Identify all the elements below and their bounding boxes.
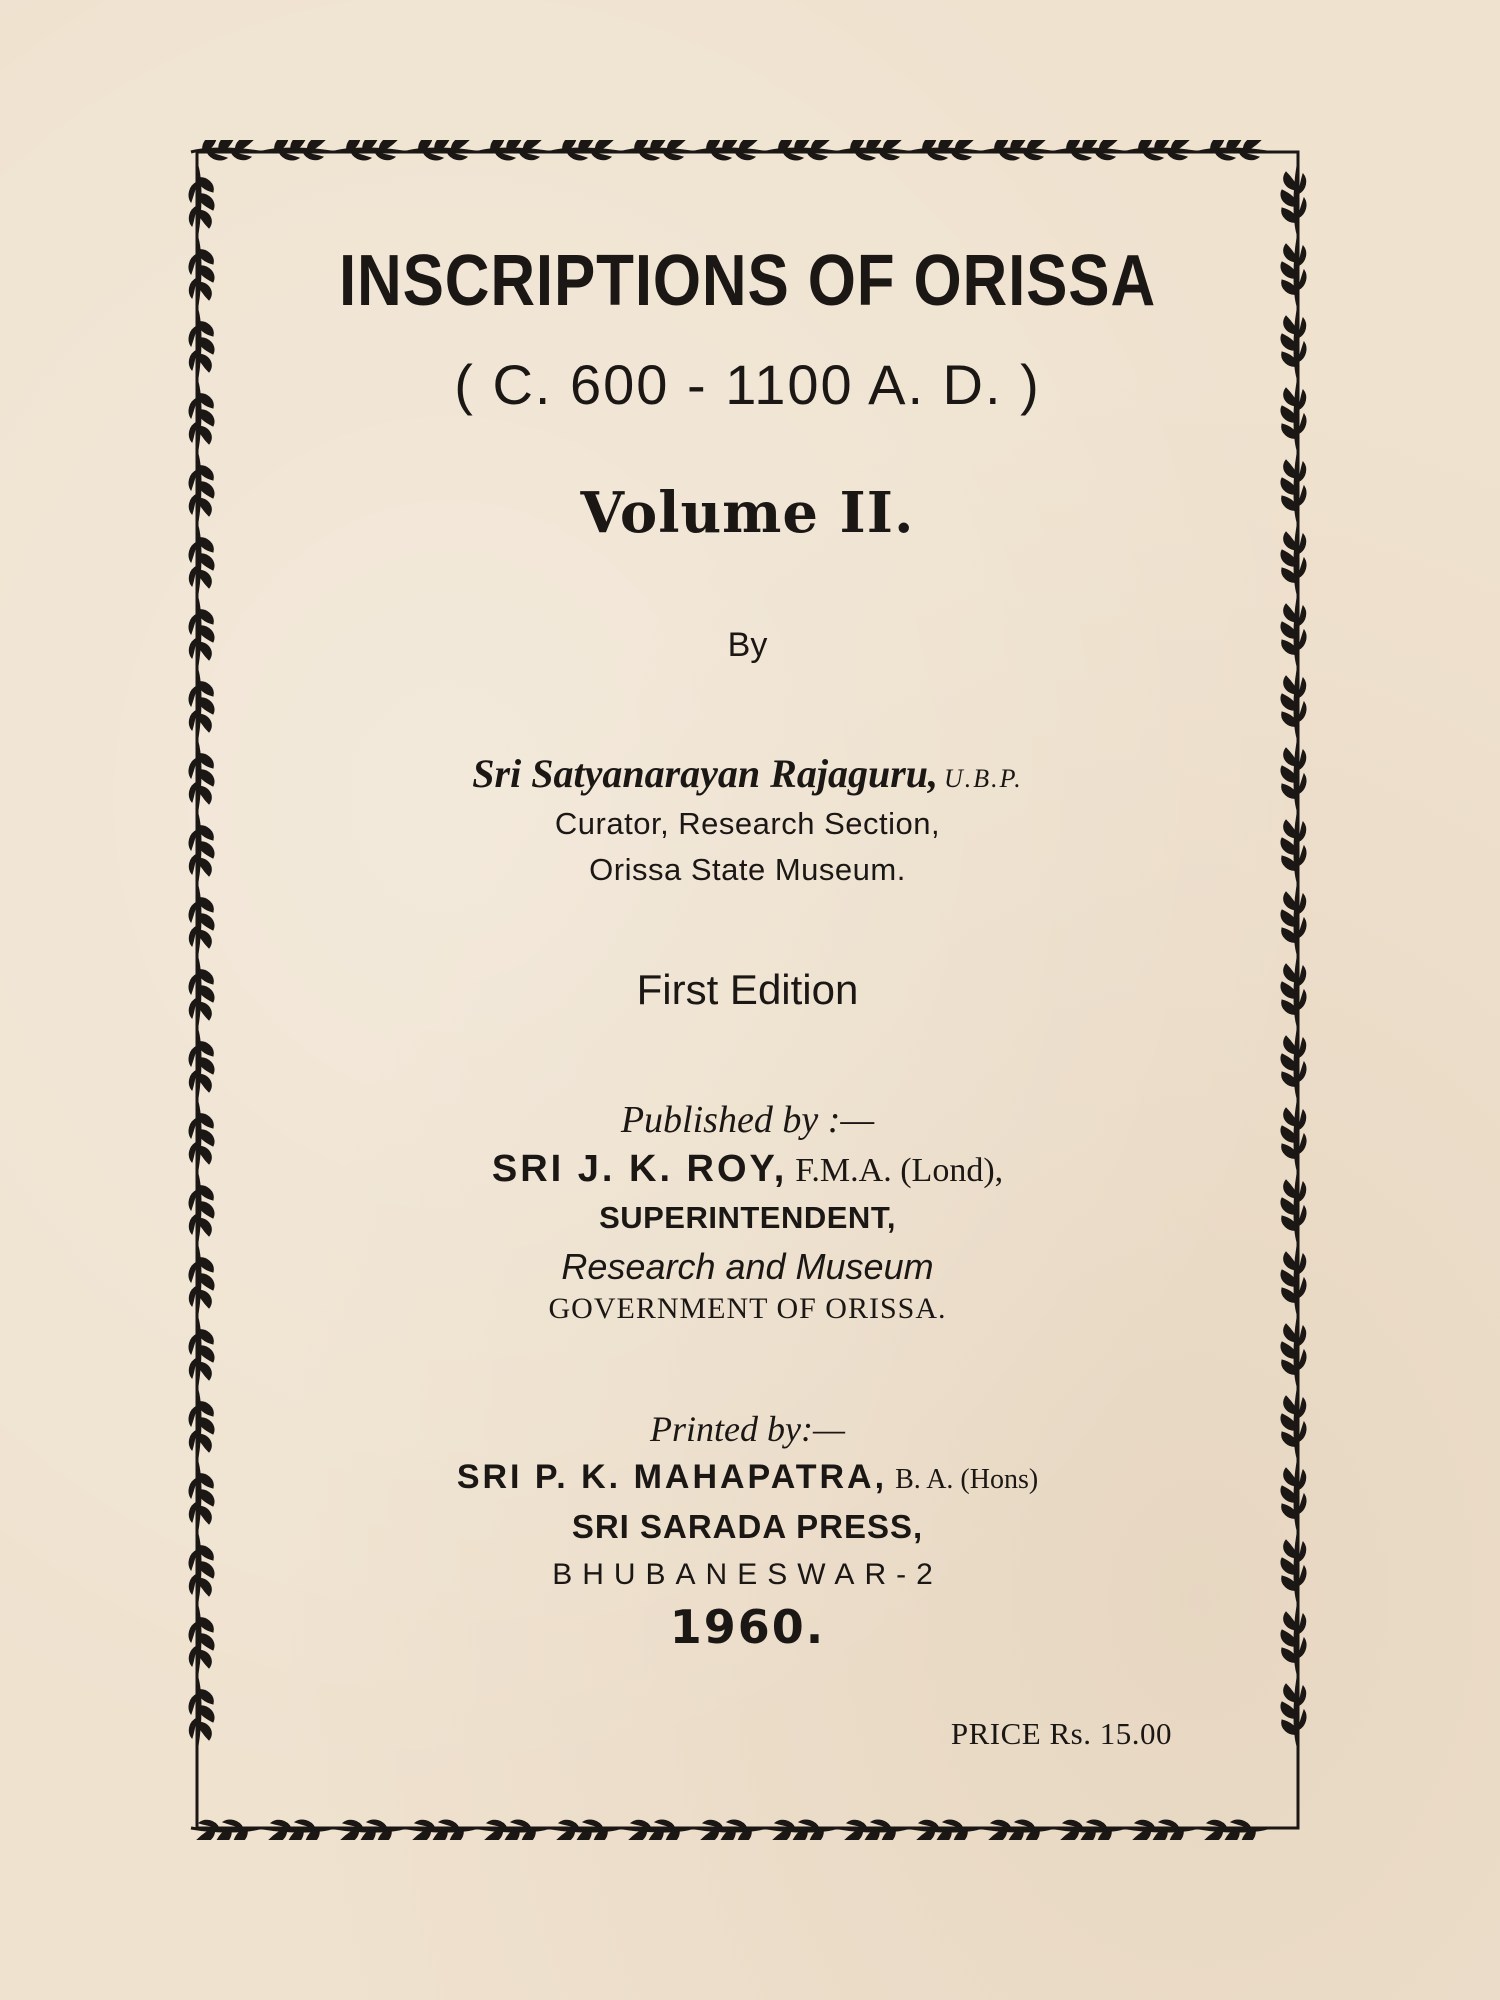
printer-line — [185, 1458, 1310, 1497]
by-label: By — [727, 626, 768, 664]
author-name: Sri Satyanarayan Rajaguru, — [472, 751, 938, 796]
volume-label: Volume II. — [580, 480, 915, 546]
author-line — [185, 750, 1310, 797]
author-suffix: U.B.P. — [944, 764, 1023, 793]
author-position: Curator, Research Section, — [554, 806, 941, 841]
printer-name: SRI P. K. MAHAPATRA, — [456, 1458, 888, 1496]
publisher-government: GOVERNMENT OF ORISSA. — [548, 1292, 947, 1325]
published-by-label: Published by :— — [620, 1099, 875, 1141]
author-institution: Orissa State Museum. — [589, 852, 906, 887]
publisher-title: SUPERINTENDENT, — [599, 1200, 896, 1235]
printed-by-label: Printed by:— — [650, 1409, 845, 1449]
publisher-department: Research and Museum — [561, 1246, 934, 1287]
printer-degree: B. A. (Hons) — [895, 1464, 1039, 1495]
title-page — [185, 140, 1310, 1840]
price-label: PRICE Rs. 15.00 — [950, 1716, 1172, 1751]
printer-city: BHUBANESWAR-2 — [552, 1558, 943, 1591]
publication-year: 1960. — [669, 1600, 826, 1654]
printer-press: SRI SARADA PRESS, — [571, 1508, 924, 1545]
edition-label: First Edition — [636, 966, 859, 1013]
book-title: INSCRIPTIONS OF ORISSA — [338, 241, 1157, 321]
publisher-line — [185, 1148, 1310, 1191]
publisher-name: SRI J. K. ROY, — [491, 1148, 788, 1190]
period-range: ( C. 600 - 1100 A. D. ) — [454, 353, 1041, 416]
publisher-degree: F.M.A. (Lond), — [795, 1152, 1004, 1189]
